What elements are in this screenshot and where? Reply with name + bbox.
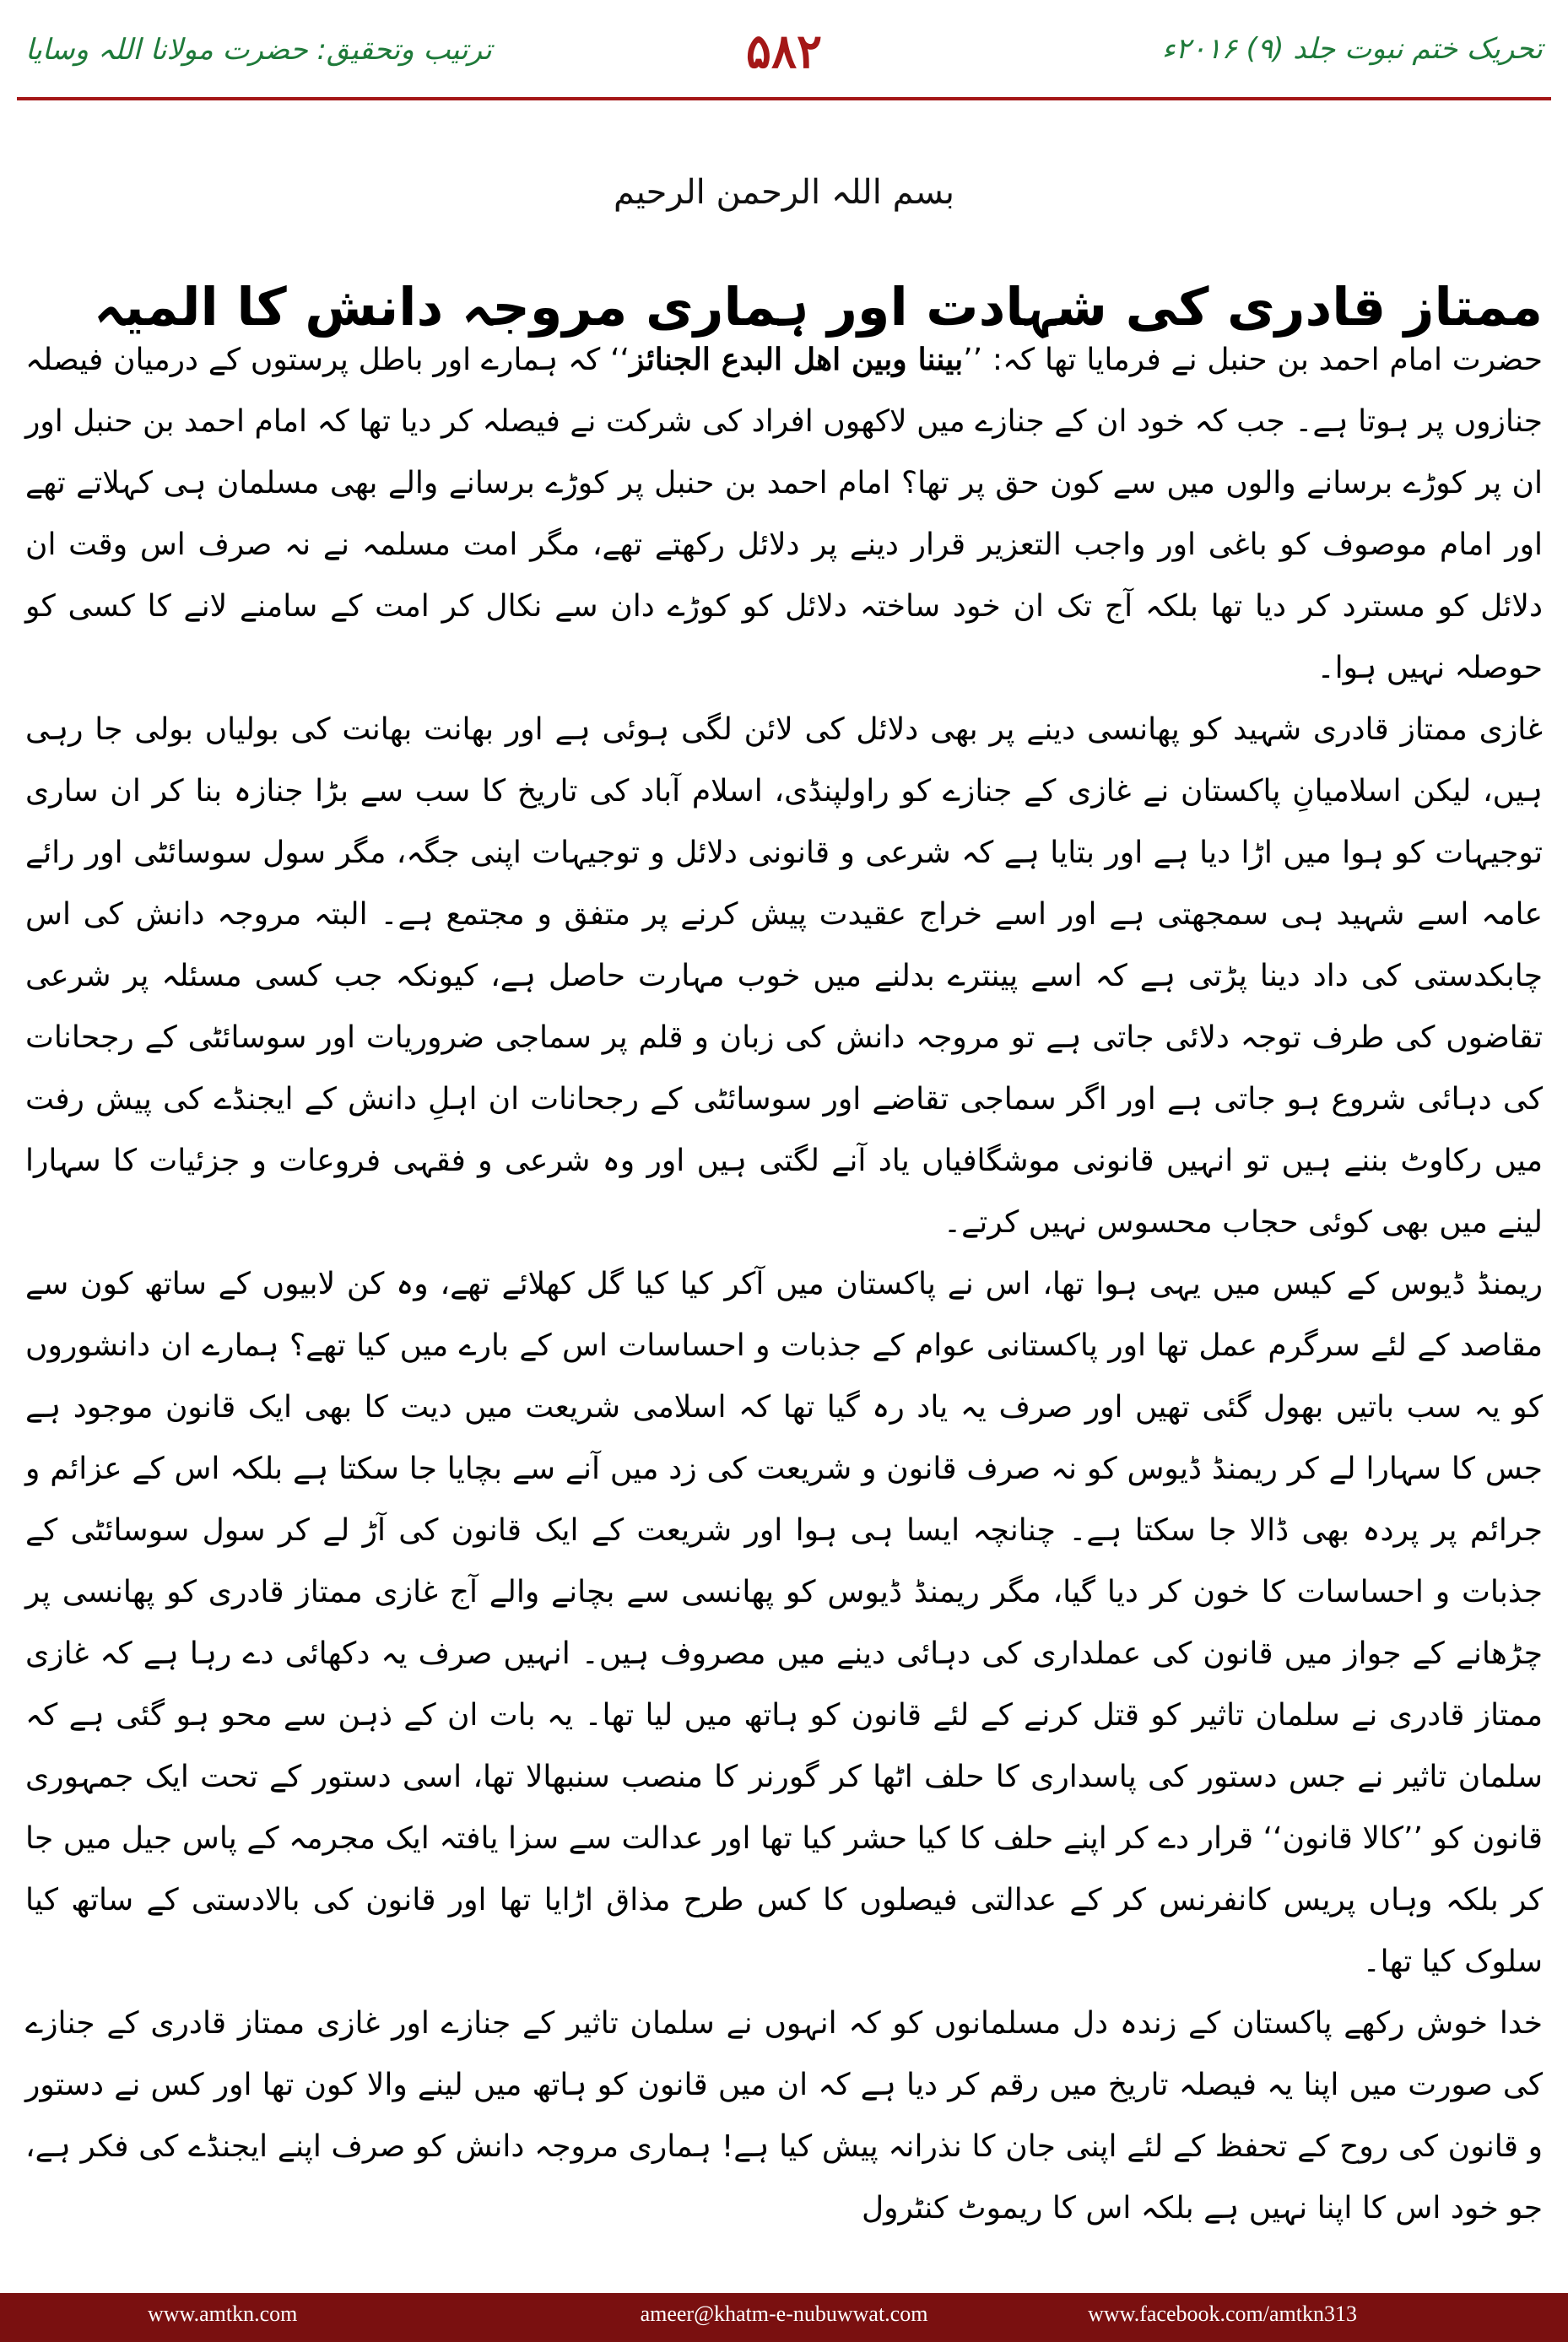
bismillah: بسم اللہ الرحمن الرحیم (613, 173, 955, 212)
email-link[interactable]: ameer@khatm-e-nubuwwat.com (640, 2301, 928, 2326)
facebook-link[interactable]: www.facebook.com/amtkn313 (1088, 2301, 1357, 2326)
paragraph-1-rest: ‘‘ کہ ہمارے اور باطل پرستوں کے درمیان فیصلہ جنازوں پر ہوتا ہے۔ جب کہ خود ان کے جنازے میں لاکھوں افراد کی شرکت نے فیصلہ کر دیا تھا کہ امام احمد بن حنبل اور ان پر کوڑے برسانے والوں میں سے کون حق پر تھا؟ امام احمد بن حنبل پر کوڑے برسانے والے بھی مسلمان ہی کہلاتے تھے اور امام موصوف کو باغی اور واجب التعزیر قرار دینے پر دلائل رکھتے تھے، مگر امت مسلمہ نے نہ صرف اس وقت ان دلائل کو مسترد کر دیا تھا بلکہ آج تک ان خود ساختہ دلائل کو کوڑے دان سے نکال کر امت کے سامنے لانے کا کسی کو حوصلہ نہیں ہوا۔ (25, 343, 1543, 685)
paragraph-1 (25, 329, 1543, 699)
header-divider (17, 97, 1551, 100)
book-title: تحریک ختم نبوت جلد (۹) ۲۰۱۶ء (1161, 32, 1543, 66)
paragraph-1-intro: حضرت امام احمد بن حنبل نے فرمایا تھا کہ: ’’ (963, 343, 1543, 377)
compiler-credit: ترتیب وتحقیق: حضرت مولانا اللہ وسایا (25, 33, 492, 67)
website-link[interactable]: www.amtkn.com (148, 2301, 298, 2326)
page-footer (0, 2293, 1568, 2342)
page-number: ۵۸۲ (745, 24, 823, 79)
paragraph-2: غازی ممتاز قادری شہید کو پھانسی دینے پر بھی دلائل کی لائن لگی ہوئی ہے اور بھانت بھانت کی بولیاں بولی جا رہی ہیں، لیکن اسلامیانِ پاکستان نے غازی کے جنازے کو راولپنڈی، اسلام آباد کی تاریخ کا سب سے بڑا جنازہ بنا کر ان ساری توجیہات کو ہوا میں اڑا دیا ہے اور بتایا ہے کہ شرعی و قانونی دلائل و توجیہات اپنی جگہ، مگر سول سوسائٹی اور رائے عامہ اسے شہید ہی سمجھتی ہے اور اسے خراج عقیدت پیش کرنے پر متفق و مجتمع ہے۔ البتہ مروجہ دانش کی اس چابکدستی کی داد دینا پڑتی ہے کہ اسے پینترے بدلنے میں خوب مہارت حاصل ہے، کیونکہ جب کسی مسئلہ پر شرعی تقاضوں کی طرف توجہ دلائی جاتی ہے تو مروجہ دانش کی زبان و قلم پر سماجی ضروریات اور سوسائٹی کے رجحانات کی دہائی شروع ہو جاتی ہے اور اگر سماجی تقاضے اور سوسائٹی کے رجحانات ان اہلِ دانش کے ایجنڈے کی پیش رفت میں رکاوٹ بننے ہیں تو انہیں قانونی موشگافیاں یاد آنے لگتی ہیں اور وہ شرعی و فقہی فروعات و جزئیات کا سہارا لینے میں بھی کوئی حجاب محسوس نہیں کرتے۔ (25, 712, 1543, 1240)
article-title: ممتاز قادری کی شہادت اور ہماری مروجہ دانش کا المیہ (94, 275, 1543, 338)
article-body (25, 329, 1543, 2239)
paragraph-3: ریمنڈ ڈیوس کے کیس میں یہی ہوا تھا، اس نے پاکستان میں آکر کیا کیا گل کھلائے تھے، وہ کن لابیوں کے ساتھ کون سے مقاصد کے لئے سرگرم عمل تھا اور پاکستانی عوام کے جذبات و احساسات اس کے بارے میں کیا تھے؟ ہمارے ان دانشوروں کو یہ سب باتیں بھول گئی تھیں اور صرف یہ یاد رہ گیا تھا کہ اسلامی شریعت میں دیت کا بھی ایک قانون موجود ہے جس کا سہارا لے کر ریمنڈ ڈیوس کو نہ صرف قانون و شریعت کی زد میں آنے سے بچایا جا سکتا ہے بلکہ اس کے عزائم و جرائم پر پردہ بھی ڈالا جا سکتا ہے۔ چنانچہ ایسا ہی ہوا اور شریعت کے ایک قانون کی آڑ لے کر سول سوسائٹی کے جذبات و احساسات کا خون کر دیا گیا، مگر ریمنڈ ڈیوس کو پھانسی سے بچانے والے آج غازی ممتاز قادری کو پھانسی پر چڑھانے کے جواز میں قانون کی عملداری کی دہائی دینے میں مصروف ہیں۔ انہیں صرف یہ دکھائی دے رہا ہے کہ غازی ممتاز قادری نے سلمان تاثیر کو قتل کرنے کے لئے قانون کو ہاتھ میں لیا تھا۔ یہ بات ان کے ذہن سے محو ہو گئی ہے کہ سلمان تاثیر نے جس دستور کی پاسداری کا حلف اٹھا کر گورنر کا منصب سنبھالا تھا، اسی دستور کے تحت ایک جمہوری قانون کو ’’کالا قانون‘‘ قرار دے کر اپنے حلف کا کیا حشر کیا تھا اور عدالت سے سزا یافتہ ایک مجرمہ کے پاس جیل میں جا کر بلکہ وہاں پریس کانفرنس کر کے عدالتی فیصلوں کا کس طرح مذاق اڑایا تھا اور قانون کی بالادستی کے ساتھ کیا سلوک کیا تھا۔ (25, 1267, 1543, 1979)
arabic-quote: بیننا وبین اھل البدع الجنائز (629, 342, 964, 377)
paragraph-4: خدا خوش رکھے پاکستان کے زندہ دل مسلمانوں کو کہ انہوں نے سلمان تاثیر کے جنازے اور غازی ممتاز قادری کے جنازے کی صورت میں اپنا یہ فیصلہ تاریخ میں رقم کر دیا ہے کہ ان میں قانون کو ہاتھ میں لینے والا کون تھا اور کس نے دستور و قانون کی روح کے تحفظ کے لئے اپنی جان کا نذرانہ پیش کیا ہے! ہماری مروجہ دانش کو صرف اپنے ایجنڈے کی فکر ہے، جو خود اس کا اپنا نہیں ہے بلکہ اس کا ریموٹ کنٹرول (25, 2006, 1543, 2226)
page-header (25, 24, 1543, 91)
